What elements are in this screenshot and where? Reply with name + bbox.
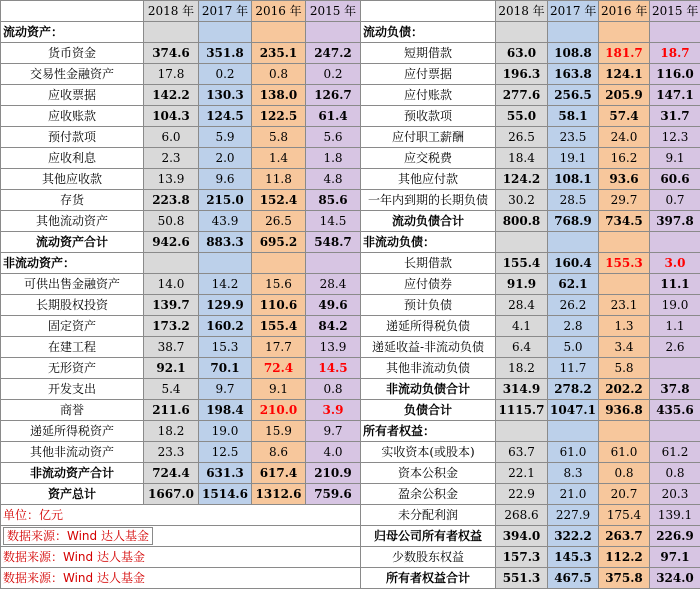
right-row-label: 应付账款 [361, 85, 496, 106]
left-value-y2017: 43.9 [199, 211, 252, 232]
left-value-y2018: 13.9 [144, 169, 199, 190]
left-value-y2017: 5.9 [199, 127, 252, 148]
left-value-y2015: 1.8 [306, 148, 361, 169]
right-value-y2017 [548, 232, 599, 253]
left-value-y2016: 695.2 [252, 232, 306, 253]
right-row-label: 其他非流动负债 [361, 358, 496, 379]
left-value-y2015: 13.9 [306, 337, 361, 358]
left-value-y2017: 1514.6 [199, 484, 252, 505]
left-value-y2017: 124.5 [199, 106, 252, 127]
right-value-y2018: 22.1 [496, 463, 548, 484]
table-row [1, 568, 700, 589]
right-value-y2018: 4.1 [496, 316, 548, 337]
left-row-label: 递延所得税资产 [1, 421, 144, 442]
left-value-y2018: 139.7 [144, 295, 199, 316]
right-value-y2015: 12.3 [650, 127, 700, 148]
table-row [1, 148, 700, 169]
left-value-y2018: 5.4 [144, 379, 199, 400]
left-value-y2018: 38.7 [144, 337, 199, 358]
right-value-y2017: 256.5 [548, 85, 599, 106]
right-value-y2018: 26.5 [496, 127, 548, 148]
left-value-y2015: 14.5 [306, 358, 361, 379]
left-value-y2016: 155.4 [252, 316, 306, 337]
right-value-y2017: 8.3 [548, 463, 599, 484]
right-value-y2017: 26.2 [548, 295, 599, 316]
left-row-label: 固定资产 [1, 316, 144, 337]
left-value-y2015: 247.2 [306, 43, 361, 64]
right-row-label: 非流动负债： [361, 232, 496, 253]
left-value-y2016: 152.4 [252, 190, 306, 211]
right-value-y2018: 18.2 [496, 358, 548, 379]
table-row [1, 169, 700, 190]
table-row [1, 22, 700, 43]
right-value-y2015: 397.8 [650, 211, 700, 232]
right-value-y2015: 61.2 [650, 442, 700, 463]
right-value-y2018: 91.9 [496, 274, 548, 295]
table-row [1, 421, 700, 442]
right-value-y2018: 277.6 [496, 85, 548, 106]
right-value-y2016 [599, 274, 650, 295]
right-row-label: 所有者权益： [361, 421, 496, 442]
left-value-y2015: 4.8 [306, 169, 361, 190]
right-value-y2015: 37.8 [650, 379, 700, 400]
left-value-y2016: 617.4 [252, 463, 306, 484]
right-value-y2015: 226.9 [650, 526, 700, 547]
table-row [1, 505, 700, 526]
right-value-y2017: 227.9 [548, 505, 599, 526]
table-row [1, 190, 700, 211]
left-value-y2016: 72.4 [252, 358, 306, 379]
left-value-y2018: 142.2 [144, 85, 199, 106]
left-row-label: 长期股权投资 [1, 295, 144, 316]
left-value-y2018: 173.2 [144, 316, 199, 337]
table-row [1, 64, 700, 85]
right-value-y2017: 163.8 [548, 64, 599, 85]
left-row-label: 预付款项 [1, 127, 144, 148]
left-row-label: 其他流动资产 [1, 211, 144, 232]
right-value-y2018 [496, 22, 548, 43]
right-value-y2017: 23.5 [548, 127, 599, 148]
left-row-label: 流动资产： [1, 22, 144, 43]
right-row-label: 预计负债 [361, 295, 496, 316]
left-value-y2015: 84.2 [306, 316, 361, 337]
unit-note: 单位：亿元 [1, 505, 361, 526]
right-row-label: 流动负债： [361, 22, 496, 43]
right-value-y2016: 734.5 [599, 211, 650, 232]
right-value-y2018: 30.2 [496, 190, 548, 211]
left-value-y2015: 5.6 [306, 127, 361, 148]
right-value-y2015: 0.8 [650, 463, 700, 484]
left-row-label: 应收利息 [1, 148, 144, 169]
left-value-y2016: 110.6 [252, 295, 306, 316]
left-value-y2018: 17.8 [144, 64, 199, 85]
left-value-y2015: 210.9 [306, 463, 361, 484]
left-value-y2015: 126.7 [306, 85, 361, 106]
left-value-y2017: 2.0 [199, 148, 252, 169]
left-row-label: 其他应收款 [1, 169, 144, 190]
right-row-label: 长期借款 [361, 253, 496, 274]
left-row-label: 其他非流动资产 [1, 442, 144, 463]
left-value-y2017: 0.2 [199, 64, 252, 85]
table-row [1, 295, 700, 316]
left-value-y2018: 6.0 [144, 127, 199, 148]
right-value-y2015: 11.1 [650, 274, 700, 295]
table-row [1, 253, 700, 274]
right-value-y2016: 112.2 [599, 547, 650, 568]
right-value-y2015: 139.1 [650, 505, 700, 526]
right-value-y2015: 324.0 [650, 568, 700, 589]
left-value-y2018: 223.8 [144, 190, 199, 211]
right-value-y2017: 2.8 [548, 316, 599, 337]
right-row-label: 预收款项 [361, 106, 496, 127]
table-row [1, 526, 700, 547]
right-value-y2015: 116.0 [650, 64, 700, 85]
right-value-y2018: 800.8 [496, 211, 548, 232]
right-value-y2016: 205.9 [599, 85, 650, 106]
right-value-y2017: 467.5 [548, 568, 599, 589]
right-value-y2017: 1047.1 [548, 400, 599, 421]
right-value-y2016: 20.7 [599, 484, 650, 505]
right-value-y2018: 155.4 [496, 253, 548, 274]
left-value-y2016: 11.8 [252, 169, 306, 190]
right-row-label: 一年内到期的长期负债 [361, 190, 496, 211]
left-value-y2016: 1312.6 [252, 484, 306, 505]
left-value-y2017: 15.3 [199, 337, 252, 358]
left-value-y2016: 17.7 [252, 337, 306, 358]
right-value-y2017: 108.8 [548, 43, 599, 64]
right-value-y2016 [599, 22, 650, 43]
right-value-y2015: 9.1 [650, 148, 700, 169]
left-value-y2015: 28.4 [306, 274, 361, 295]
right-value-y2015: 60.6 [650, 169, 700, 190]
right-row-label: 盈余公积金 [361, 484, 496, 505]
right-value-y2018: 6.4 [496, 337, 548, 358]
left-value-y2018: 18.2 [144, 421, 199, 442]
left-value-y2016: 1.4 [252, 148, 306, 169]
right-value-y2016: 124.1 [599, 64, 650, 85]
source-note-box: 数据来源：Wind 达人基金 [3, 527, 153, 545]
left-value-y2018: 211.6 [144, 400, 199, 421]
right-value-y2016: 202.2 [599, 379, 650, 400]
right-value-y2015: 18.7 [650, 43, 700, 64]
right-value-y2015: 435.6 [650, 400, 700, 421]
left-value-y2017: 9.7 [199, 379, 252, 400]
source-note [1, 526, 361, 547]
left-value-y2016: 8.6 [252, 442, 306, 463]
table-row [1, 316, 700, 337]
right-row-label: 递延收益-非流动负债 [361, 337, 496, 358]
right-value-y2016: 1.3 [599, 316, 650, 337]
right-value-y2016: 155.3 [599, 253, 650, 274]
left-value-y2017: 631.3 [199, 463, 252, 484]
right-value-y2016: 263.7 [599, 526, 650, 547]
left-value-y2017: 160.2 [199, 316, 252, 337]
left-value-y2017: 883.3 [199, 232, 252, 253]
right-value-y2016 [599, 421, 650, 442]
left-header-y2016: 2016 年 [252, 1, 306, 22]
right-value-y2018: 157.3 [496, 547, 548, 568]
left-value-y2016: 5.8 [252, 127, 306, 148]
right-row-label: 所有者权益合计 [361, 568, 496, 589]
left-value-y2017: 19.0 [199, 421, 252, 442]
left-row-label: 应收账款 [1, 106, 144, 127]
left-value-y2018 [144, 253, 199, 274]
source-note: 数据来源：Wind 达人基金 [1, 547, 361, 568]
right-value-y2018: 22.9 [496, 484, 548, 505]
left-value-y2017: 70.1 [199, 358, 252, 379]
right-value-y2016: 936.8 [599, 400, 650, 421]
left-value-y2015 [306, 22, 361, 43]
right-value-y2015: 0.7 [650, 190, 700, 211]
left-value-y2017: 14.2 [199, 274, 252, 295]
right-value-y2017: 61.0 [548, 442, 599, 463]
right-value-y2018: 28.4 [496, 295, 548, 316]
right-header-blank [361, 1, 496, 22]
left-row-label: 流动资产合计 [1, 232, 144, 253]
left-value-y2016: 0.8 [252, 64, 306, 85]
right-value-y2017: 19.1 [548, 148, 599, 169]
right-header-y2016: 2016 年 [599, 1, 650, 22]
right-value-y2018 [496, 421, 548, 442]
table-row [1, 400, 700, 421]
right-header-y2017: 2017 年 [548, 1, 599, 22]
left-header-y2017: 2017 年 [199, 1, 252, 22]
left-value-y2016: 26.5 [252, 211, 306, 232]
table-row [1, 442, 700, 463]
right-value-y2017: 21.0 [548, 484, 599, 505]
left-row-label: 货币资金 [1, 43, 144, 64]
left-value-y2017: 351.8 [199, 43, 252, 64]
right-value-y2016: 93.6 [599, 169, 650, 190]
right-header-y2018: 2018 年 [496, 1, 548, 22]
left-value-y2015: 3.9 [306, 400, 361, 421]
right-value-y2018: 63.7 [496, 442, 548, 463]
right-row-label: 非流动负债合计 [361, 379, 496, 400]
right-value-y2017: 11.7 [548, 358, 599, 379]
left-value-y2017: 12.5 [199, 442, 252, 463]
right-value-y2016: 57.4 [599, 106, 650, 127]
right-value-y2017: 322.2 [548, 526, 599, 547]
left-value-y2017: 9.6 [199, 169, 252, 190]
left-value-y2017: 215.0 [199, 190, 252, 211]
right-row-label: 少数股东权益 [361, 547, 496, 568]
table-row [1, 106, 700, 127]
left-row-label: 非流动资产合计 [1, 463, 144, 484]
right-value-y2017: 145.3 [548, 547, 599, 568]
left-header-y2015: 2015 年 [306, 1, 361, 22]
right-value-y2017: 58.1 [548, 106, 599, 127]
right-value-y2015 [650, 421, 700, 442]
right-value-y2017: 62.1 [548, 274, 599, 295]
right-value-y2017: 5.0 [548, 337, 599, 358]
left-row-label: 交易性金融资产 [1, 64, 144, 85]
right-row-label: 实收资本(或股本) [361, 442, 496, 463]
right-value-y2015: 97.1 [650, 547, 700, 568]
right-row-label: 应付票据 [361, 64, 496, 85]
right-value-y2018: 394.0 [496, 526, 548, 547]
left-row-label: 在建工程 [1, 337, 144, 358]
right-value-y2015 [650, 22, 700, 43]
right-value-y2016 [599, 232, 650, 253]
right-row-label: 资本公积金 [361, 463, 496, 484]
right-value-y2017: 278.2 [548, 379, 599, 400]
right-row-label: 归母公司所有者权益 [361, 526, 496, 547]
left-value-y2015: 85.6 [306, 190, 361, 211]
left-value-y2017: 130.3 [199, 85, 252, 106]
left-value-y2015: 759.6 [306, 484, 361, 505]
left-header-blank [1, 1, 144, 22]
left-value-y2018: 50.8 [144, 211, 199, 232]
left-value-y2017 [199, 22, 252, 43]
right-row-label: 应付职工薪酬 [361, 127, 496, 148]
right-value-y2018 [496, 232, 548, 253]
right-value-y2017 [548, 421, 599, 442]
right-value-y2017: 160.4 [548, 253, 599, 274]
left-value-y2018: 942.6 [144, 232, 199, 253]
table-row [1, 337, 700, 358]
left-value-y2017 [199, 253, 252, 274]
right-row-label: 其他应付款 [361, 169, 496, 190]
right-value-y2016: 5.8 [599, 358, 650, 379]
right-value-y2015: 3.0 [650, 253, 700, 274]
left-value-y2018: 724.4 [144, 463, 199, 484]
right-header-y2015: 2015 年 [650, 1, 700, 22]
left-row-label: 可供出售金融资产 [1, 274, 144, 295]
left-value-y2015: 61.4 [306, 106, 361, 127]
right-value-y2018: 268.6 [496, 505, 548, 526]
left-row-label: 无形资产 [1, 358, 144, 379]
left-value-y2017: 129.9 [199, 295, 252, 316]
right-value-y2015: 20.3 [650, 484, 700, 505]
right-value-y2015: 31.7 [650, 106, 700, 127]
left-value-y2015: 9.7 [306, 421, 361, 442]
left-value-y2017: 198.4 [199, 400, 252, 421]
right-value-y2015: 19.0 [650, 295, 700, 316]
left-value-y2015: 4.0 [306, 442, 361, 463]
left-value-y2018: 2.3 [144, 148, 199, 169]
right-value-y2016: 61.0 [599, 442, 650, 463]
left-row-label: 开发支出 [1, 379, 144, 400]
left-value-y2016: 138.0 [252, 85, 306, 106]
right-value-y2018: 63.0 [496, 43, 548, 64]
left-value-y2018: 104.3 [144, 106, 199, 127]
right-value-y2016: 29.7 [599, 190, 650, 211]
right-value-y2018: 55.0 [496, 106, 548, 127]
left-value-y2015: 0.8 [306, 379, 361, 400]
left-value-y2016: 15.9 [252, 421, 306, 442]
source-note: 数据来源：Wind 达人基金 [1, 568, 361, 589]
right-value-y2015 [650, 358, 700, 379]
table-row [1, 484, 700, 505]
right-value-y2016: 3.4 [599, 337, 650, 358]
table-row [1, 547, 700, 568]
left-value-y2016 [252, 22, 306, 43]
table-row [1, 274, 700, 295]
left-row-label: 资产总计 [1, 484, 144, 505]
right-value-y2017: 108.1 [548, 169, 599, 190]
right-value-y2018: 196.3 [496, 64, 548, 85]
right-row-label: 递延所得税负债 [361, 316, 496, 337]
table-row [1, 43, 700, 64]
right-value-y2016: 181.7 [599, 43, 650, 64]
right-value-y2016: 175.4 [599, 505, 650, 526]
table-row [1, 127, 700, 148]
right-value-y2016: 23.1 [599, 295, 650, 316]
left-value-y2016: 9.1 [252, 379, 306, 400]
left-row-label: 应收票据 [1, 85, 144, 106]
right-row-label: 短期借款 [361, 43, 496, 64]
left-row-label: 非流动资产： [1, 253, 144, 274]
left-value-y2016: 15.6 [252, 274, 306, 295]
table-row [1, 358, 700, 379]
right-value-y2015: 147.1 [650, 85, 700, 106]
left-value-y2018: 1667.0 [144, 484, 199, 505]
left-value-y2015: 14.5 [306, 211, 361, 232]
table-row [1, 463, 700, 484]
left-value-y2016: 235.1 [252, 43, 306, 64]
left-value-y2015 [306, 253, 361, 274]
left-row-label: 存货 [1, 190, 144, 211]
right-value-y2015: 1.1 [650, 316, 700, 337]
left-value-y2018: 92.1 [144, 358, 199, 379]
left-value-y2015: 0.2 [306, 64, 361, 85]
right-value-y2015 [650, 232, 700, 253]
left-value-y2018 [144, 22, 199, 43]
left-value-y2016 [252, 253, 306, 274]
right-value-y2016: 24.0 [599, 127, 650, 148]
right-row-label: 应付债券 [361, 274, 496, 295]
right-value-y2017: 768.9 [548, 211, 599, 232]
left-header-y2018: 2018 年 [144, 1, 199, 22]
right-value-y2018: 551.3 [496, 568, 548, 589]
right-value-y2016: 0.8 [599, 463, 650, 484]
left-value-y2018: 14.0 [144, 274, 199, 295]
right-value-y2018: 124.2 [496, 169, 548, 190]
left-value-y2018: 23.3 [144, 442, 199, 463]
left-value-y2015: 548.7 [306, 232, 361, 253]
right-row-label: 流动负债合计 [361, 211, 496, 232]
left-value-y2016: 210.0 [252, 400, 306, 421]
right-value-y2018: 18.4 [496, 148, 548, 169]
table-row [1, 211, 700, 232]
right-row-label: 负债合计 [361, 400, 496, 421]
right-row-label: 未分配利润 [361, 505, 496, 526]
table-row [1, 232, 700, 253]
right-value-y2017: 28.5 [548, 190, 599, 211]
right-value-y2018: 314.9 [496, 379, 548, 400]
table-row [1, 85, 700, 106]
header-row [1, 1, 700, 22]
right-value-y2015: 2.6 [650, 337, 700, 358]
left-value-y2016: 122.5 [252, 106, 306, 127]
right-value-y2017 [548, 22, 599, 43]
right-value-y2016: 375.8 [599, 568, 650, 589]
right-row-label: 应交税费 [361, 148, 496, 169]
table-row [1, 379, 700, 400]
right-value-y2018: 1115.7 [496, 400, 548, 421]
left-row-label: 商誉 [1, 400, 144, 421]
right-value-y2016: 16.2 [599, 148, 650, 169]
left-value-y2015: 49.6 [306, 295, 361, 316]
left-value-y2018: 374.6 [144, 43, 199, 64]
